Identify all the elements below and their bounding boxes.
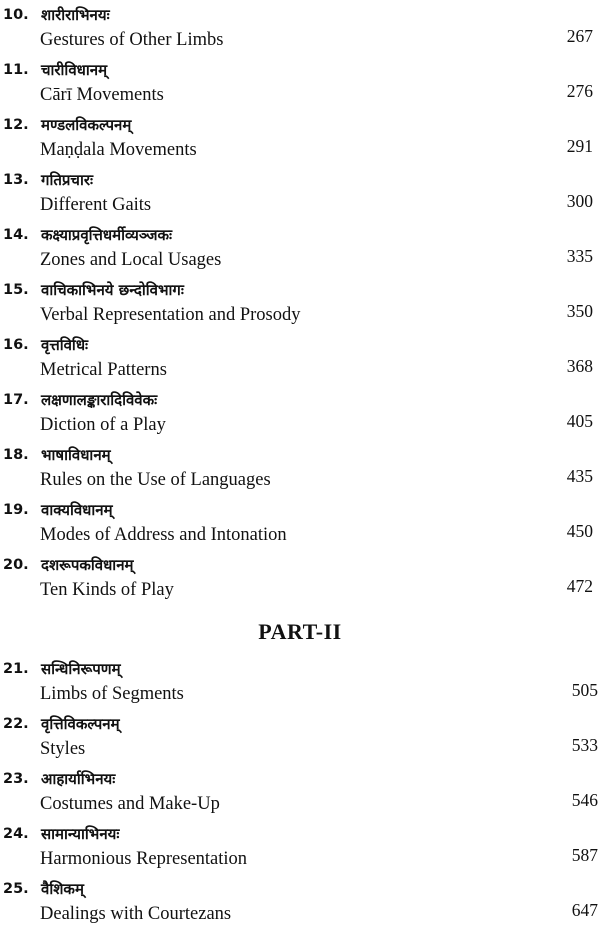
page-number: 533 [571, 735, 598, 755]
page-number: 472 [566, 576, 593, 596]
chapter-title-sanskrit: वृत्तविधिः [41, 336, 89, 354]
chapter-title-english: Maṇḍala Movements [40, 140, 197, 160]
toc-entry [0, 499, 600, 555]
chapter-title-sanskrit: भाषाविधानम् [41, 446, 111, 464]
chapter-number: 22. [3, 716, 29, 732]
chapter-title-english: Rules on the Use of Languages [40, 470, 271, 490]
toc-entry [0, 554, 600, 610]
part-heading: PART-II [258, 619, 342, 644]
chapter-title-sanskrit: वाक्यविधानम् [41, 501, 113, 519]
page-number: 505 [571, 680, 598, 700]
toc-entry [0, 4, 600, 60]
chapter-number: 11. [3, 62, 29, 78]
chapter-title-sanskrit: वृत्तिविकल्पनम् [41, 715, 120, 733]
chapter-number: 10. [3, 7, 29, 23]
chapter-title-english: Metrical Patterns [40, 360, 167, 380]
chapter-number: 17. [3, 392, 29, 408]
toc-entry [0, 713, 600, 769]
chapter-number: 14. [3, 227, 29, 243]
chapter-title-sanskrit: गतिप्रचारः [41, 171, 93, 189]
chapter-number: 12. [3, 117, 29, 133]
page-number: 647 [571, 900, 598, 920]
chapter-title-sanskrit: आहार्याभिनयः [41, 770, 116, 788]
chapter-title-english: Diction of a Play [40, 415, 166, 435]
chapter-title-sanskrit: सामान्याभिनयः [41, 825, 120, 843]
toc-entry [0, 114, 600, 170]
toc-entry [0, 658, 600, 714]
toc-entry [0, 823, 600, 879]
chapter-number: 18. [3, 447, 29, 463]
chapter-title-sanskrit: वाचिकाभिनये छन्दोविभागः [41, 281, 184, 299]
chapter-title-english: Dealings with Courtezans [40, 904, 232, 924]
chapter-title-english: Modes of Address and Intonation [40, 525, 287, 545]
page-number: 300 [566, 191, 593, 211]
chapter-title-sanskrit: सन्धिनिरूपणम् [41, 660, 121, 678]
toc-entry [0, 878, 600, 934]
chapter-title-english: Verbal Representation and Prosody [40, 305, 301, 325]
toc-entry [0, 444, 600, 500]
chapter-title-sanskrit: कक्ष्याप्रवृत्तिधर्मीव्यञ्जकः [41, 226, 172, 244]
chapter-number: 19. [3, 502, 29, 518]
page-number: 368 [566, 356, 593, 376]
chapter-number: 24. [3, 826, 29, 842]
page-number: 435 [566, 466, 593, 486]
toc-entry [0, 768, 600, 824]
page-number: 587 [571, 845, 598, 865]
chapter-number: 13. [3, 172, 29, 188]
chapter-number: 20. [3, 557, 29, 573]
page-number: 350 [566, 301, 593, 321]
chapter-number: 16. [3, 337, 29, 353]
chapter-number: 21. [3, 661, 29, 677]
page-number: 450 [566, 521, 593, 541]
chapter-title-sanskrit: लक्षणालङ्कारादिविवेकः [41, 391, 158, 409]
toc-entry [0, 334, 600, 390]
page-number: 546 [571, 790, 598, 810]
toc-entry [0, 389, 600, 445]
chapter-title-english: Different Gaits [40, 195, 152, 215]
toc-entry [0, 169, 600, 225]
chapter-title-english: Costumes and Make-Up [40, 794, 220, 814]
page-number: 267 [566, 26, 593, 46]
chapter-number: 15. [3, 282, 29, 298]
chapter-title-sanskrit: वैशिकम् [41, 880, 84, 898]
toc-entry [0, 279, 600, 335]
chapter-title-english: Styles [40, 739, 86, 759]
page-number: 405 [566, 411, 593, 431]
chapter-number: 23. [3, 771, 29, 787]
page-number: 291 [566, 136, 593, 156]
toc-entry [0, 224, 600, 280]
chapter-title-sanskrit: दशरूपकविधानम् [41, 556, 134, 574]
toc-entry [0, 59, 600, 115]
chapter-title-english: Limbs of Segments [40, 684, 184, 704]
chapter-title-english: Harmonious Representation [40, 849, 248, 869]
chapter-title-sanskrit: चारीविधानम् [41, 61, 108, 79]
chapter-number: 25. [3, 881, 29, 897]
chapter-title-english: Ten Kinds of Play [40, 580, 174, 600]
chapter-title-sanskrit: मण्डलविकल्पनम् [41, 116, 132, 134]
page-number: 276 [566, 81, 593, 101]
chapter-title-sanskrit: शारीराभिनयः [41, 6, 110, 24]
chapter-title-english: Cārī Movements [40, 85, 164, 105]
chapter-title-english: Gestures of Other Limbs [40, 30, 224, 50]
page-number: 335 [566, 246, 593, 266]
chapter-title-english: Zones and Local Usages [40, 250, 222, 270]
